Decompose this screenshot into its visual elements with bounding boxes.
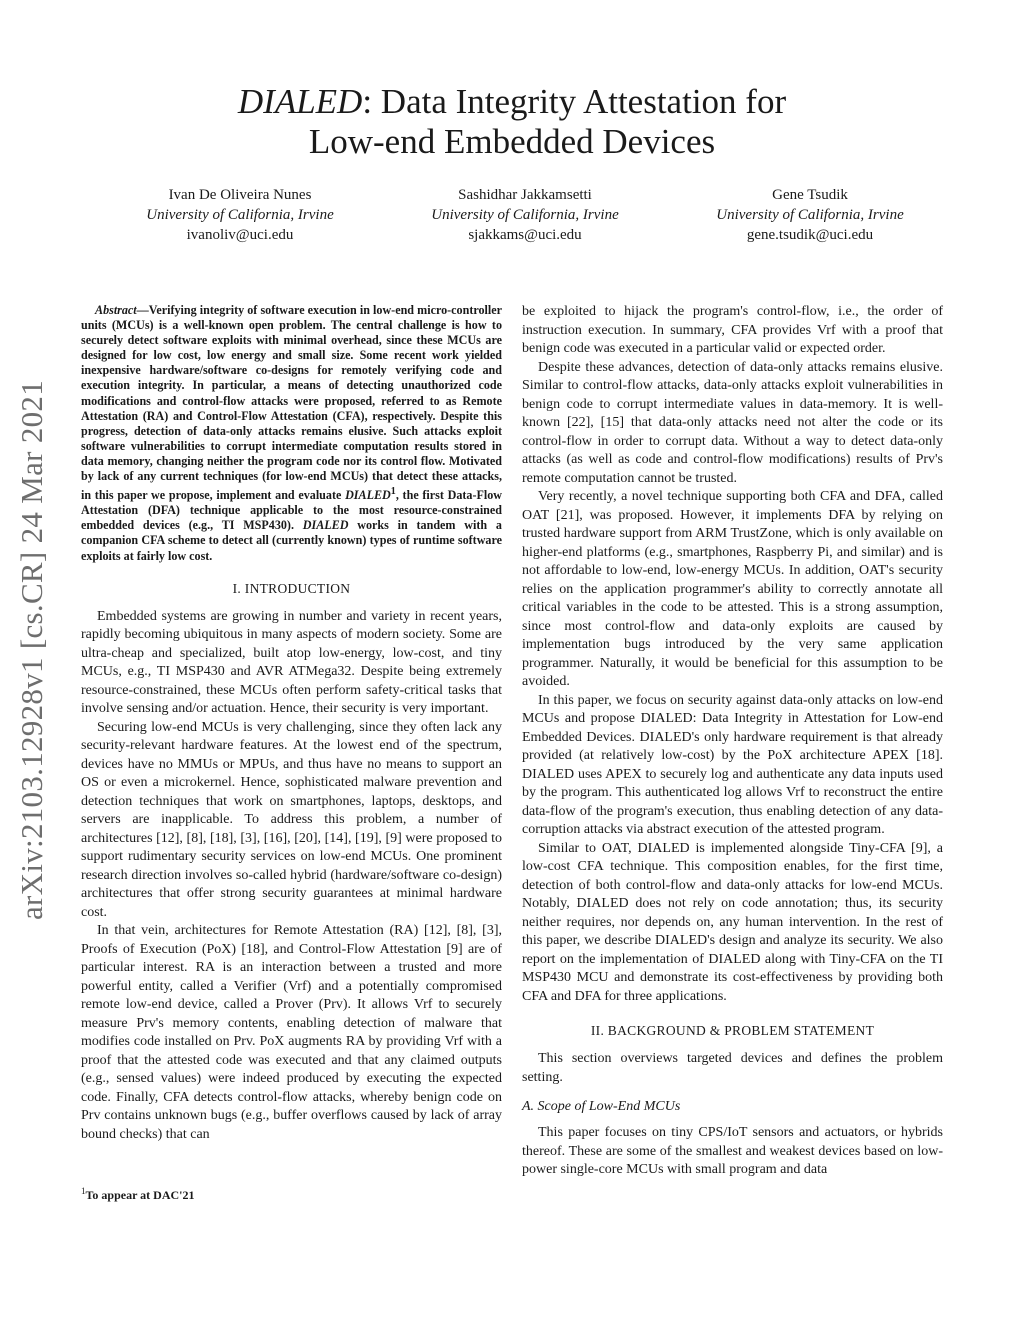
abstract-system-name-2: DIALED	[302, 518, 349, 533]
section-heading-introduction: I. INTRODUCTION	[232, 580, 351, 596]
arxiv-identifier: arXiv:2103.12928v1 [cs.CR] 24 Mar 2021	[14, 379, 50, 921]
author-2	[390, 185, 660, 245]
intro-paragraph-3: In that vein, architectures for Remote Attestation (RA) [12], [8], [3], Proofs of Execution (PoX) [18], and Control-Flow Attestation [9] are of particular interest. RA is an interaction between a trusted and more powerful entity, called a Verifier (Vrf) and a potentially compromised remote low-end device, called a Prover (Prv). It allows Vrf to securely measure Prv's memory contents, enabling detection of malware that modifies code installed on Prv. PoX augments RA by providing Vrf with a proof that the attested code was executed and that any claimed outputs (e.g., sensed values) were indeed produced by executing the expected code. Finally, CFA detects control-flow attacks, whereby benign code on Prv contains unknown bugs (e.g., buffer overflows caused by lack of array bound checks) that can	[81, 923, 502, 1142]
section2-intro: This section overviews targeted devices and defines the problem setting.	[522, 1051, 943, 1085]
abstract-footnote-mark: 1	[390, 486, 396, 498]
right-paragraph-4: In this paper, we focus on security against data-only attacks on low-end MCUs and propose DIALED: Data Integrity in Attestation for Low-end Embedded Devices. DIALED's only hardware requirement is that already provided (at relatively low-cost) by the PoX architecture APEX [18]. DIALED uses APEX to securely log and authenticate any data inputs used by the program. This authenticated log allows Vrf to reconstruct the entire data-flow of the program's execution, thus enabling detection of any data-corruption attacks via abstract execution of the attested program.	[522, 692, 943, 837]
author-name: Sashidhar Jakkamsetti	[458, 187, 592, 203]
right-paragraph-2: Despite these advances, detection of data-only attacks remains elusive. Similar to control-flow attacks, data-only attacks exploit vulnerabilities in benign code to corrupt intermediate values in data-memory. It is well-known [22], [15] that data-only attacks need not alter the code or its control-flow in order to corrupt data. Without a way to detect data-only attacks (as well as code and control-flow modifications) results of Prv's remote computation cannot be trusted.	[522, 359, 943, 486]
right-paragraph-5: Similar to OAT, DIALED is implemented alongside Tiny-CFA [9], a low-cost CFA technique. This composition enables, for the first time, detection of both control-flow and data-only attacks for low-end MCUs. Notably, DIALED does not rely on code annotation; thus, its security neither requires, nor depends on, any human intervention. In the rest of this paper, we describe DIALED's design and analyze its security. We also report on the implementation of DIALED along with Tiny-CFA on the TI MSP430 MCU and demonstrate its cost-effectiveness by providing both CFA and DFA for three applications.	[522, 840, 943, 1004]
author-email: ivanoliv@uci.edu	[186, 227, 294, 243]
left-column	[81, 303, 502, 1144]
abstract-text-a: —Verifying integrity of software execution in low-end micro-controller units (MCUs) is a well-known open problem. The central challenge is how to securely detect software exploits with minimal overhead, since these MCUs are designed for low cost, low energy and small size. Some recent work yielded inexpensive hardware/software co-designs for remotely verifying code and execution integrity. In particular, a means of detecting unauthorized code modifications and control-flow attacks were proposed, referred to as Remote Attestation (RA) and Control-Flow Attestation (CFA), respectively. Despite this progress, detection of data-only attacks remains elusive. Such attacks exploit software vulnerabilities to corrupt intermediate computation results stored in data memory, changing neither the program code nor its control flow. Motivated by lack of any current techniques (for low-end MCUs) that detect these attacks, in this paper we propose, implement and evaluate	[81, 303, 502, 503]
title-line2: Low-end Embedded Devices	[308, 122, 716, 161]
right-paragraph-3: Very recently, a novel technique supporting both CFA and DFA, called OAT [21], was proposed. However, it implements DFA by relying on trusted hardware support from ARM TrustZone, which is only available on higher-end platforms (e.g., smartphones, Raspberry Pi, and similar) and is not affordable to low-end, low-energy MCUs. In addition, OAT's security relies on the application programmer's ability to correctly annotate all critical variables in the code to be attested. This is a strong assumption, since most control-flow and data-only exploits are caused by implementation bugs introduced by the very same application programmer. Naturally, it would be beneficial for this assumption to be avoided.	[522, 489, 943, 689]
abstract-label: Abstract	[95, 303, 137, 317]
abstract-text-c: works in tandem with a companion CFA scheme to detect all (currently known) types of runtime software exploits at fairly low cost.	[81, 518, 502, 563]
paper-title	[100, 82, 924, 162]
author-name: Ivan De Oliveira Nunes	[168, 187, 312, 203]
author-affiliation: University of California, Irvine	[431, 207, 619, 223]
section-heading-background: II. BACKGROUND & PROBLEM STATEMENT	[590, 1023, 875, 1038]
subsection-heading-scope: A. Scope of Low-End MCUs	[522, 1099, 681, 1114]
intro-paragraph-1: Embedded systems are growing in number and variety in recent years, rapidly becoming ubiquitous in many aspects of modern society. Some are ultra-cheap and specialized, built atop low-energy, low-cost, and tiny MCUs, e.g., TI MSP430 and AVR ATMega32. Despite being extremely resource-constrained, these MCUs often perform safety-critical tasks that involve sensing and/or actuation. Hence, their security is very important.	[81, 608, 502, 717]
author-name: Gene Tsudik	[772, 187, 848, 203]
arxiv-identifier-stamp	[12, 350, 52, 950]
author-email: gene.tsudik@uci.edu	[746, 227, 874, 243]
author-affiliation: University of California, Irvine	[146, 207, 334, 223]
title-line1-rest: : Data Integrity Attestation for	[362, 82, 787, 121]
subsection-scope-text: This paper focuses on tiny CPS/IoT sensors and actuators, or hybrids thereof. These are some of the smallest and weakest devices based on low-power single-core MCUs with small program and data	[522, 1125, 943, 1177]
footnote-mark: 1	[81, 1186, 86, 1196]
author-1	[105, 185, 375, 245]
author-block	[105, 185, 945, 245]
author-affiliation: University of California, Irvine	[716, 207, 904, 223]
abstract-text-b: , the first Data-Flow Attestation (DFA) technique applicable to the most resource-constrained embedded devices (e.g., TI MSP430).	[81, 488, 503, 533]
author-3	[675, 185, 945, 245]
right-column	[522, 303, 943, 1180]
intro-paragraph-2: Securing low-end MCUs is very challenging, since they often lack any security-relevant hardware features. At the lowest end of the spectrum, devices have no MMUs or MPUs, and thus have no means to support an OS or even a microkernel. Hence, sophisticated malware prevention and detection techniques that work on smartphones, laptops, desktops, and servers are inapplicable. To address this problem, a number of architectures [12], [8], [18], [3], [16], [20], [14], [19], [9] were proposed to support rudimentary security services on low-end MCUs. One prominent research direction involves so-called hybrid (hardware/software co-design) architectures that offer strong security guarantees at minimal hardware cost.	[81, 719, 502, 920]
author-email: sjakkams@uci.edu	[468, 227, 582, 243]
right-paragraph-1: be exploited to hijack the program's control-flow, i.e., the order of instruction execution. In summary, CFA provides Vrf with a proof that benign code was executed in a particular valid or expected order.	[522, 304, 943, 356]
title-system-name: DIALED	[237, 82, 363, 121]
footnote	[81, 1186, 195, 1203]
abstract-system-name: DIALED	[345, 488, 391, 503]
abstract	[81, 303, 502, 564]
footnote-text: To appear at DAC'21	[85, 1188, 195, 1202]
